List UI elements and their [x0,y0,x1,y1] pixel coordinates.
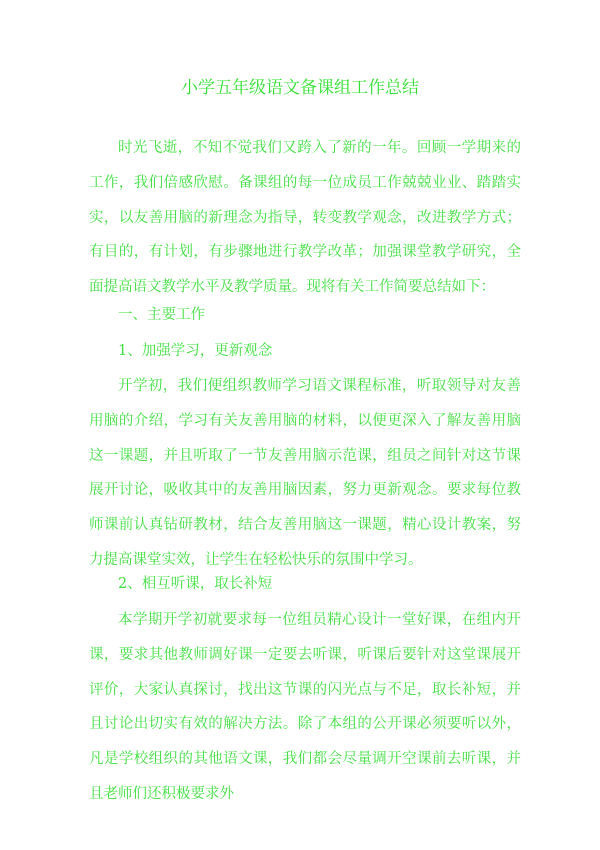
section-heading-main-work: 一、主要工作 [118,307,205,323]
subsection-paragraph-observation: 本学期开学初就要求每一位组员精心设计一堂好课，在组内开课，要求其他教师调好课一定要去听课，听课后要针对这堂课展开评价，大家认真探讨，找出这节课的闪光点与不足，取长补短，并且讨论出切实有效的解决方法。除了本组的公开课必须要听以外，凡是学校组织的其他语文课，我们都会尽量调开空课前去听课，并且老师们还积极要求外 [89,612,521,802]
intro-paragraph: 时光飞逝，不知不觉我们又跨入了新的一年。回顾一学期来的工作，我们倍感欣慰。备课组的每一位成员工作兢兢业业、踏踏实实，以友善用脑的新理念为指导，转变教学观念，改进教学方式；有目的，有计划，有步骤地进行教学改革；加强课堂教学研究，全面提高语文教学水平及教学质量。现将有关工作简要总结如下： [89,140,521,296]
subsection-heading-observation: 2、相互听课，取长补短 [118,576,273,592]
document-title: 小学五年级语文备课组工作总结 [181,78,419,98]
subsection-heading-learning: 1、加强学习，更新观念 [118,343,273,359]
subsection-paragraph-learning: 开学初，我们便组织教师学习语文课程标准，听取领导对友善用脑的介绍，学习有关友善用脑的材料，以便更深入了解友善用脑这一课题，并且听取了一节友善用脑示范课，组员之间针对这节课展开讨论，吸收其中的友善用脑因素，努力更新观念。要求每位教师课前认真钻研教材，结合友善用脑这一课题，精心设计教案，努力提高课堂实效，让学生在轻松快乐的氛围中学习。 [89,378,521,568]
